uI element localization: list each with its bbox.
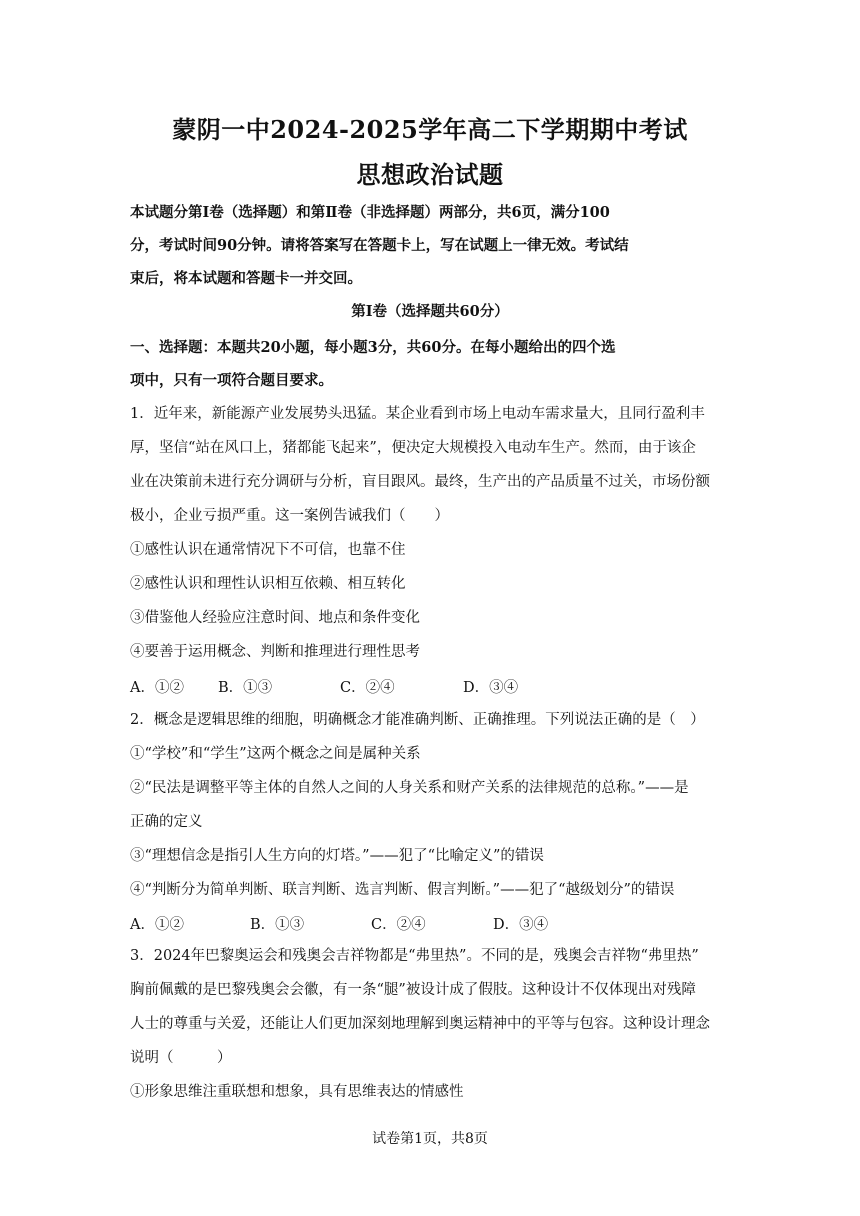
q1-option-d: D．③④ bbox=[463, 680, 519, 696]
q2-option-c: C．②④ bbox=[371, 917, 426, 933]
q2-item: ④“判断分为简单判断、联言判断、选言判断、假言判断。”——犯了“越级划分”的错误 bbox=[130, 882, 675, 898]
q3-stem-line: 人士的尊重与关爱，还能让人们更加深刻地理解到奥运精神中的平等与包容。这种设计理念 bbox=[130, 1016, 710, 1032]
q1-stem-line: 1．近年来，新能源产业发展势头迅猛。某企业看到市场上电动车需求量大，且同行盈利丰 bbox=[130, 406, 705, 422]
q1-item: ①感性认识在通常情况下不可信，也靠不住 bbox=[130, 542, 406, 558]
q1-stem-line: 极小，企业亏损严重。这一案例告诫我们（ ） bbox=[130, 508, 449, 524]
q3-stem-line: 胸前佩戴的是巴黎残奥会会徽，有一条“腿”被设计成了假肢。这种设计不仅体现出对残障 bbox=[130, 982, 696, 998]
section-heading-line: 一、选择题：本题共20小题，每小题3分，共60分。在每小题给出的四个选 bbox=[130, 339, 616, 356]
q3-item: ①形象思维注重联想和想象，具有思维表达的情感性 bbox=[130, 1084, 464, 1100]
q2-option-d: D．③④ bbox=[493, 917, 549, 933]
q3-stem-line: 3．2024年巴黎奥运会和残奥会吉祥物都是“弗里热”。不同的是，残奥会吉祥物“弗里热” bbox=[130, 948, 699, 964]
q1-item: ②感性认识和理性认识相互依赖、相互转化 bbox=[130, 576, 406, 592]
q2-item: 正确的定义 bbox=[130, 814, 203, 830]
q1-option-a: A．①② bbox=[130, 680, 184, 696]
q2-stem-line: 2．概念是逻辑思维的细胞，明确概念才能准确判断、正确推理。下列说法正确的是（ ） bbox=[130, 712, 705, 728]
section-title: 第Ⅰ卷（选择题共60分） bbox=[351, 303, 509, 320]
instruction-line: 束后，将本试题和答题卡一并交回。 bbox=[130, 270, 362, 287]
q2-item: ③“理想信念是指引人生方向的灯塔。”——犯了“比喻定义”的错误 bbox=[130, 848, 544, 864]
q1-item: ③借鉴他人经验应注意时间、地点和条件变化 bbox=[130, 610, 420, 626]
exam-subtitle: 思想政治试题 bbox=[356, 160, 504, 189]
instruction-line: 分，考试时间90分钟。请将答案写在答题卡上，写在试题上一律无效。考试结 bbox=[130, 237, 629, 254]
q1-item: ④要善于运用概念、判断和推理进行理性思考 bbox=[130, 644, 420, 660]
page-footer: 试卷第1页，共8页 bbox=[372, 1131, 488, 1147]
q1-stem-line: 业在决策前未进行充分调研与分析，盲目跟风。最终，生产出的产品质量不过关，市场份额 bbox=[130, 474, 710, 490]
instruction-line: 本试题分第Ⅰ卷（选择题）和第Ⅱ卷（非选择题）两部分，共6页，满分100 bbox=[130, 204, 610, 221]
exam-title: 蒙阴一中2024-2025学年高二下学期期中考试 bbox=[172, 115, 688, 144]
q3-stem-line: 说明（ ） bbox=[130, 1050, 232, 1066]
q1-option-c: C．②④ bbox=[340, 680, 395, 696]
q2-item: ①“学校”和“学生”这两个概念之间是属种关系 bbox=[130, 746, 421, 762]
q2-option-a: A．①② bbox=[130, 917, 184, 933]
q2-item: ②“民法是调整平等主体的自然人之间的人身关系和财产关系的法律规范的总称。”——是 bbox=[130, 780, 689, 796]
q1-stem-line: 厚，坚信“站在风口上，猪都能飞起来”，便决定大规模投入电动车生产。然而，由于该企 bbox=[130, 440, 696, 456]
section-heading-line: 项中，只有一项符合题目要求。 bbox=[130, 372, 333, 389]
q2-option-b: B．①③ bbox=[250, 917, 305, 933]
q1-option-b: B．①③ bbox=[218, 680, 273, 696]
